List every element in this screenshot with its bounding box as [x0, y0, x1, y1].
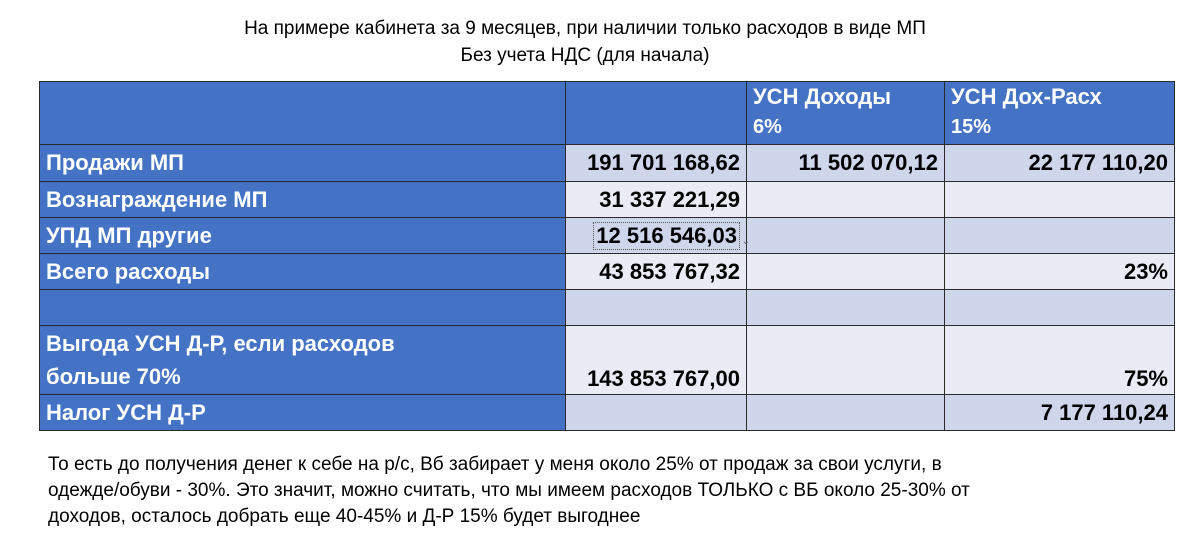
header-usn-income-title: УСН Доходы	[753, 84, 891, 109]
cell-usn15[interactable]: 7 177 110,24	[945, 395, 1175, 431]
header-usn-income-expense	[945, 82, 1175, 145]
row-label: УПД МП другие	[40, 218, 566, 254]
header-amount-cell	[566, 82, 747, 145]
row-label	[40, 326, 566, 395]
cell-usn15[interactable]: 22 177 110,20	[945, 145, 1175, 182]
row-label	[40, 290, 566, 326]
header-usn-income-rate: 6%	[753, 116, 782, 138]
cell-usn6[interactable]: 11 502 070,12	[747, 145, 945, 182]
header-usn-income-expense-title: УСН Дох-Расх	[951, 84, 1102, 109]
explanation-line3: доходов, осталось добрать еще 40-45% и Д-Р 15% будет выгоднее	[48, 506, 641, 527]
cell-usn6[interactable]	[747, 290, 945, 326]
table-row-other-upd	[40, 218, 1175, 254]
cell-usn15[interactable]	[945, 182, 1175, 218]
paste-options-icon[interactable]: ⌄	[741, 235, 750, 247]
table-row-tax	[40, 395, 1175, 431]
cell-amount[interactable]: 143 853 767,00	[566, 326, 747, 395]
explanation-text	[48, 452, 1158, 530]
row-label: Налог УСН Д-Р	[40, 395, 566, 431]
cell-amount[interactable]	[566, 395, 747, 431]
row-label: Продажи МП	[40, 145, 566, 182]
selected-cell-text: 12 516 546,03	[596, 222, 737, 248]
cell-usn15[interactable]	[945, 290, 1175, 326]
explanation-line2: одежде/обуви - 30%. Это значит, можно считать, что мы имеем расходов ТОЛЬКО с ВБ около 25-30% от	[48, 480, 970, 501]
table-row-benefit	[40, 326, 1175, 395]
row-label-line1: Выгода УСН Д-Р, если расходов	[46, 331, 395, 356]
table-row-empty	[40, 290, 1175, 326]
table-row-total-expenses	[40, 254, 1175, 290]
explanation-line1: То есть до получения денег к себе на р/с, Вб забирает у меня около 25% от продаж за свои услуги, в	[48, 454, 942, 475]
header-empty-cell	[40, 82, 566, 145]
cell-usn15[interactable]	[945, 218, 1175, 254]
cell-usn6[interactable]	[747, 395, 945, 431]
page-subtitle: Без учета НДС (для начала)	[460, 45, 710, 66]
cell-usn6[interactable]	[747, 326, 945, 395]
row-label-line2: больше 70%	[46, 364, 181, 389]
table-row-sales	[40, 145, 1175, 182]
cell-amount[interactable]	[566, 290, 747, 326]
cell-amount[interactable]: 31 337 221,29	[566, 182, 747, 218]
cell-amount[interactable]: 43 853 767,32	[566, 254, 747, 290]
header-usn-income-expense-rate: 15%	[951, 116, 992, 138]
cell-usn15[interactable]: 75%	[945, 326, 1175, 395]
row-label: Всего расходы	[40, 254, 566, 290]
cell-amount[interactable]: 191 701 168,62	[566, 145, 747, 182]
cell-usn15[interactable]: 23%	[945, 254, 1175, 290]
cell-usn6[interactable]	[747, 218, 945, 254]
cell-usn6[interactable]	[747, 182, 945, 218]
cell-amount-selected[interactable]	[566, 218, 750, 254]
header-usn-income	[747, 82, 945, 145]
cell-usn6[interactable]	[747, 254, 945, 290]
table-row-commission	[40, 182, 1175, 218]
row-label: Вознаграждение МП	[40, 182, 566, 218]
tax-comparison-table	[39, 81, 1175, 431]
page-title: На примере кабинета за 9 месяцев, при наличии только расходов в виде МП	[244, 18, 926, 39]
table-header-row	[40, 82, 1175, 145]
selected-cell-value[interactable]	[593, 222, 750, 250]
